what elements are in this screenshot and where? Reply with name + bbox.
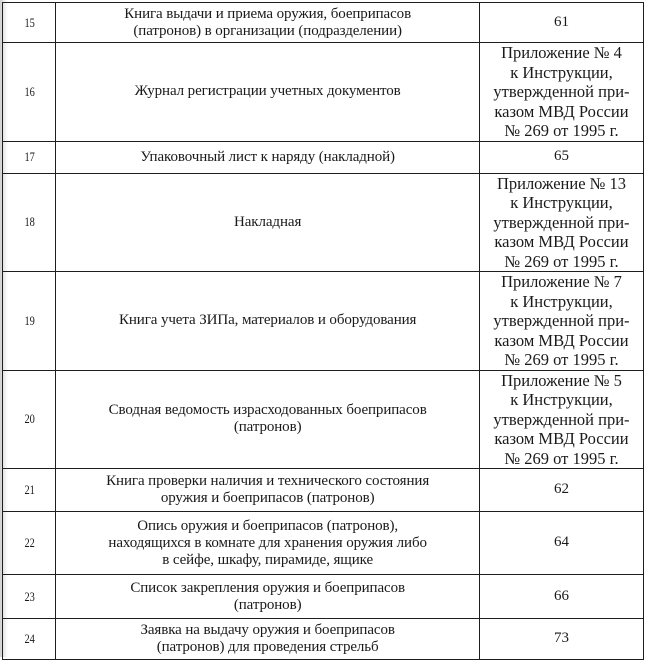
table-row [3,619,644,660]
table-row [3,141,644,173]
document-name-line: Журнал регистрации учетных документов [134,83,401,100]
form-reference-line: к Инструкции, [510,291,613,311]
row-number: 17 [8,141,51,173]
row-number: 22 [8,512,51,575]
form-reference-line: 64 [553,534,569,551]
document-name [56,272,480,371]
form-reference [479,575,643,619]
document-name-line: Накладная [234,213,302,230]
row-number: 19 [8,272,51,371]
document-name-line: (патронов) [233,596,302,613]
table-row [3,43,644,142]
table-row [3,272,644,371]
document-name-line: (патронов) [233,419,302,436]
table-row [3,575,644,619]
document-name [56,173,480,272]
table-row [3,512,644,575]
form-reference-line: казом МВД России [494,232,629,251]
form-reference [479,619,643,660]
document-name [56,141,480,173]
document-name [56,3,480,43]
document-name-line: Упаковочный лист к наряду (накладной) [140,148,395,165]
row-number: 21 [8,469,51,512]
document-name [56,370,480,469]
row-number: 15 [8,3,51,43]
row-number: 18 [8,173,51,272]
document-name [56,43,480,142]
form-reference-line: № 269 от 1995 г. [504,350,619,369]
form-reference-line: казом МВД России [494,101,629,121]
form-reference-line: 62 [553,481,569,498]
table-row [3,469,644,512]
form-reference-line: № 269 от 1995 г. [504,121,619,140]
form-reference [479,512,643,575]
document-name-line: (патронов) в организации (подразделении) [133,22,402,39]
document-name-line: Книга проверки наличия и технического состояния [106,473,430,489]
document-name-line: (патронов) для проведения стрельб [156,639,379,655]
document-name-line: оружия и боеприпасов (патронов) [160,490,375,506]
form-reference-line: № 269 от 1995 г. [504,251,619,271]
document-name-line: Книга учета ЗИПа, материалов и оборудования [118,312,417,329]
form-reference-line: Приложение № 7 [501,272,622,291]
form-reference [479,272,643,371]
form-reference-line: к Инструкции, [510,193,613,212]
documents-table-body [3,3,644,660]
document-name-line: Список закрепления оружия и боеприпасов [130,579,405,596]
form-reference-line: утвержденной при- [493,311,630,330]
row-number: 23 [8,575,51,619]
form-reference-line: Приложение № 4 [501,43,622,62]
form-reference-line: 61 [553,13,569,30]
form-reference-line: к Инструкции, [510,62,613,82]
form-reference-line: № 269 от 1995 г. [504,448,619,468]
form-reference-line: утвержденной при- [493,82,630,101]
form-reference [479,43,643,142]
document-name [56,512,480,575]
form-reference-line: утвержденной при- [493,409,630,429]
form-reference-line: Приложение № 5 [501,370,622,390]
form-reference-line: 65 [553,148,569,165]
document-name-line: находящихся в комнате для хранения оружия либо [108,534,427,551]
form-reference [479,469,643,512]
row-number: 20 [8,370,51,469]
document-name-line: Опись оружия и боеприпасов (патронов), [137,517,399,534]
form-reference-line: Приложение № 13 [496,173,627,193]
form-reference-line: утвержденной при- [493,212,630,232]
table-row [3,173,644,272]
documents-table [2,2,644,660]
form-reference-line: казом МВД России [494,429,629,448]
document-name-line: Заявка на выдачу оружия и боеприпасов [140,622,395,638]
row-number: 16 [8,43,51,142]
form-reference [479,3,643,43]
document-name [56,575,480,619]
table-row [3,3,644,43]
document-name-line: Книга выдачи и приема оружия, боеприпасов [124,5,412,22]
form-reference [479,173,643,272]
form-reference [479,370,643,469]
form-reference-line: к Инструкции, [510,390,613,409]
form-reference-line: казом МВД России [494,330,629,350]
form-reference [479,141,643,173]
table-row [3,370,644,469]
document-name [56,469,480,512]
document-name-line: Сводная ведомость израсходованных боеприпасов [108,402,427,419]
form-reference-line: 66 [553,587,569,604]
document-name [56,619,480,660]
form-reference-line: 73 [553,630,569,647]
row-number: 24 [8,619,51,660]
document-name-line: в сейфе, шкафу, пирамиде, ящике [162,551,374,568]
